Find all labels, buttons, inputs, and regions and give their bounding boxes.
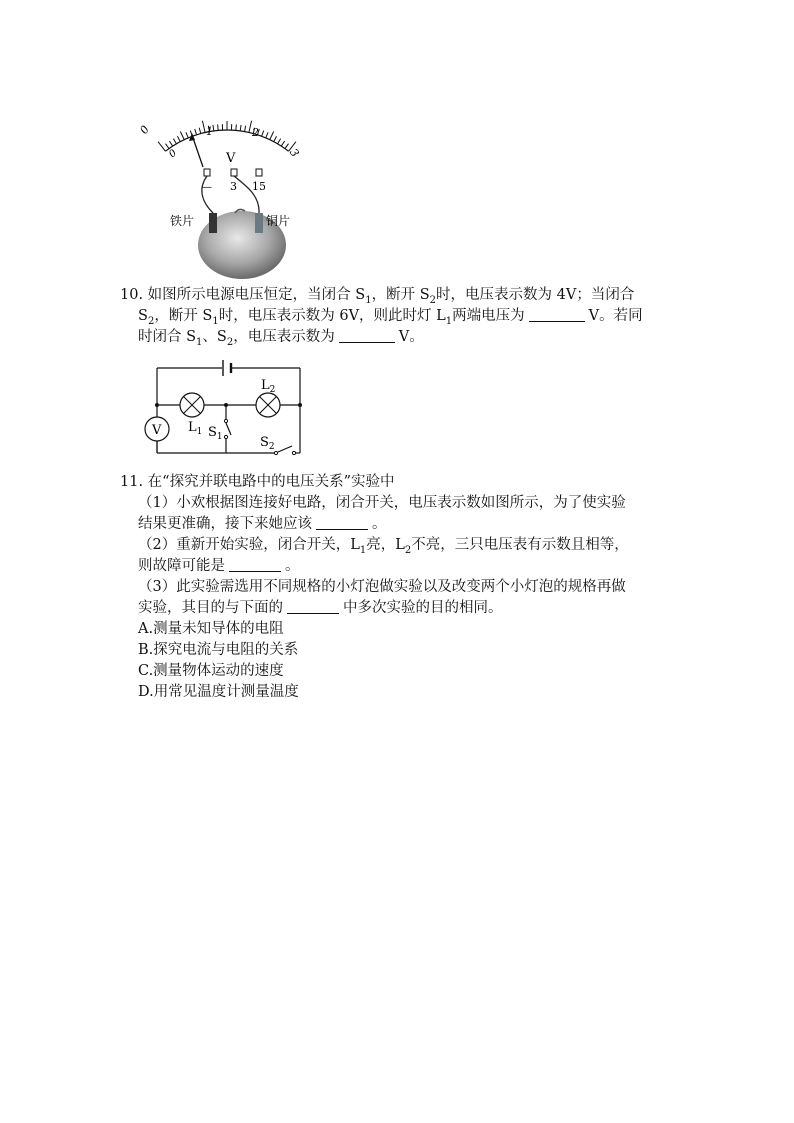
switch-s1 — [226, 423, 231, 435]
scale-tick — [285, 144, 288, 149]
q10-line-1: 10. 如图所示电源电压恒定，当闭合 $S_1$，断开 $S_2$时，电压表示数为 4V；当闭合 — [120, 287, 635, 306]
terminal-neg — [204, 169, 210, 176]
scale-arc — [165, 130, 288, 151]
scale-tick — [186, 132, 188, 138]
label-s1: $S_1$ — [208, 425, 223, 442]
switch-s2 — [278, 446, 292, 452]
terminal-label-3: 3 — [230, 180, 237, 193]
q11-option-a: A.测量未知导体的电阻 — [138, 621, 284, 637]
terminal-label-neg: — — [202, 182, 212, 193]
q11-option-d: D.用常见温度计测量温度 — [138, 684, 299, 700]
scale-tick — [266, 132, 268, 138]
scale-tick — [270, 131, 274, 139]
q11-p2-line-2: 则故障可能是 。 — [138, 558, 300, 574]
copper-plate — [255, 213, 263, 233]
iron-plate-label: 铁片 — [170, 214, 195, 228]
lamp-l1 — [180, 393, 204, 417]
scale-tick — [278, 139, 281, 144]
scale-tick — [173, 139, 176, 144]
q10-blank-2[interactable] — [339, 328, 395, 343]
scale-tick — [180, 131, 184, 139]
q11-p1-line-2: 结果更准确，接下来她应该 。 — [138, 516, 387, 532]
scale-label-3: 3 — [286, 146, 302, 160]
label-l1: $L_1$ — [188, 420, 203, 437]
terminal-15 — [256, 169, 262, 176]
q11-blank-1[interactable] — [316, 515, 368, 530]
scale-tick — [165, 144, 168, 149]
q10-number: 10. — [120, 287, 144, 303]
q11-blank-3[interactable] — [287, 599, 339, 614]
scale-tick — [202, 121, 205, 133]
q11-p2-line-1: （2）重新开始实验，闭合开关，$L_1$亮，$L_2$不亮，三只电压表有示数且相等， — [138, 537, 629, 556]
q11-option-c: C.测量物体运动的速度 — [138, 663, 284, 679]
label-l2: $L_2$ — [261, 378, 276, 395]
meter-symbol: V — [226, 151, 236, 166]
lamp-l2 — [256, 393, 280, 417]
terminal-3 — [231, 169, 237, 176]
iron-plate — [209, 213, 217, 233]
q11-title: 11. 在“探究并联电路中的电压关系”实验中 — [120, 474, 395, 490]
scale-tick — [262, 131, 264, 137]
copper-plate-label: 铜片 — [266, 214, 291, 228]
q10-line-2: $S_2$，断开 $S_1$时，电压表示数为 6V，则此时灯 $L_1$两端电压为 V。若同 — [138, 308, 643, 327]
q10-blank-1[interactable] — [529, 307, 585, 322]
label-s2: $S_2$ — [260, 435, 275, 452]
svg-text:V: V — [152, 423, 162, 438]
meter-scale — [158, 121, 296, 151]
scale-tick — [158, 142, 165, 151]
voltmeter-symbol — [145, 417, 169, 441]
scale-label-0: 0 — [137, 123, 153, 137]
q11-option-b: B.探究电流与电阻的关系 — [138, 642, 299, 658]
scale-tick — [177, 136, 180, 141]
scale-tick — [236, 124, 237, 130]
scale-label-2: 2 — [252, 126, 259, 139]
scale-tick — [195, 129, 197, 135]
q11-p3-line-2: 实验，其目的与下面的 中多次实验的目的相同。 — [138, 600, 503, 616]
scale-tick — [199, 128, 201, 134]
q10-line-3: 时闭合 $S_1$、$S_2$，电压表示数为 V。 — [138, 329, 424, 348]
q11-p1-line-1: （1）小欢根据图连接好电路，闭合开关，电压表示数如图所示，为了使实验 — [138, 495, 626, 511]
q11-blank-2[interactable] — [229, 557, 281, 572]
scale-label-1: 1 — [206, 125, 213, 138]
terminal-label-15: 15 — [252, 180, 266, 193]
scale-inner-label-0: 0 — [167, 147, 180, 161]
scale-tick — [169, 141, 172, 146]
scale-tick — [218, 124, 219, 130]
voltmeter-fruit-figure — [135, 105, 320, 280]
scale-tick — [274, 136, 277, 141]
scale-tick — [281, 141, 284, 146]
q11-p3-line-1: （3）此实验需选用不同规格的小灯泡做实验以及改变两个小灯泡的规格再做 — [138, 579, 626, 595]
circuit-diagram — [140, 360, 310, 460]
scale-tick — [245, 126, 246, 132]
scale-tick — [240, 125, 241, 131]
scale-tick — [213, 125, 214, 131]
